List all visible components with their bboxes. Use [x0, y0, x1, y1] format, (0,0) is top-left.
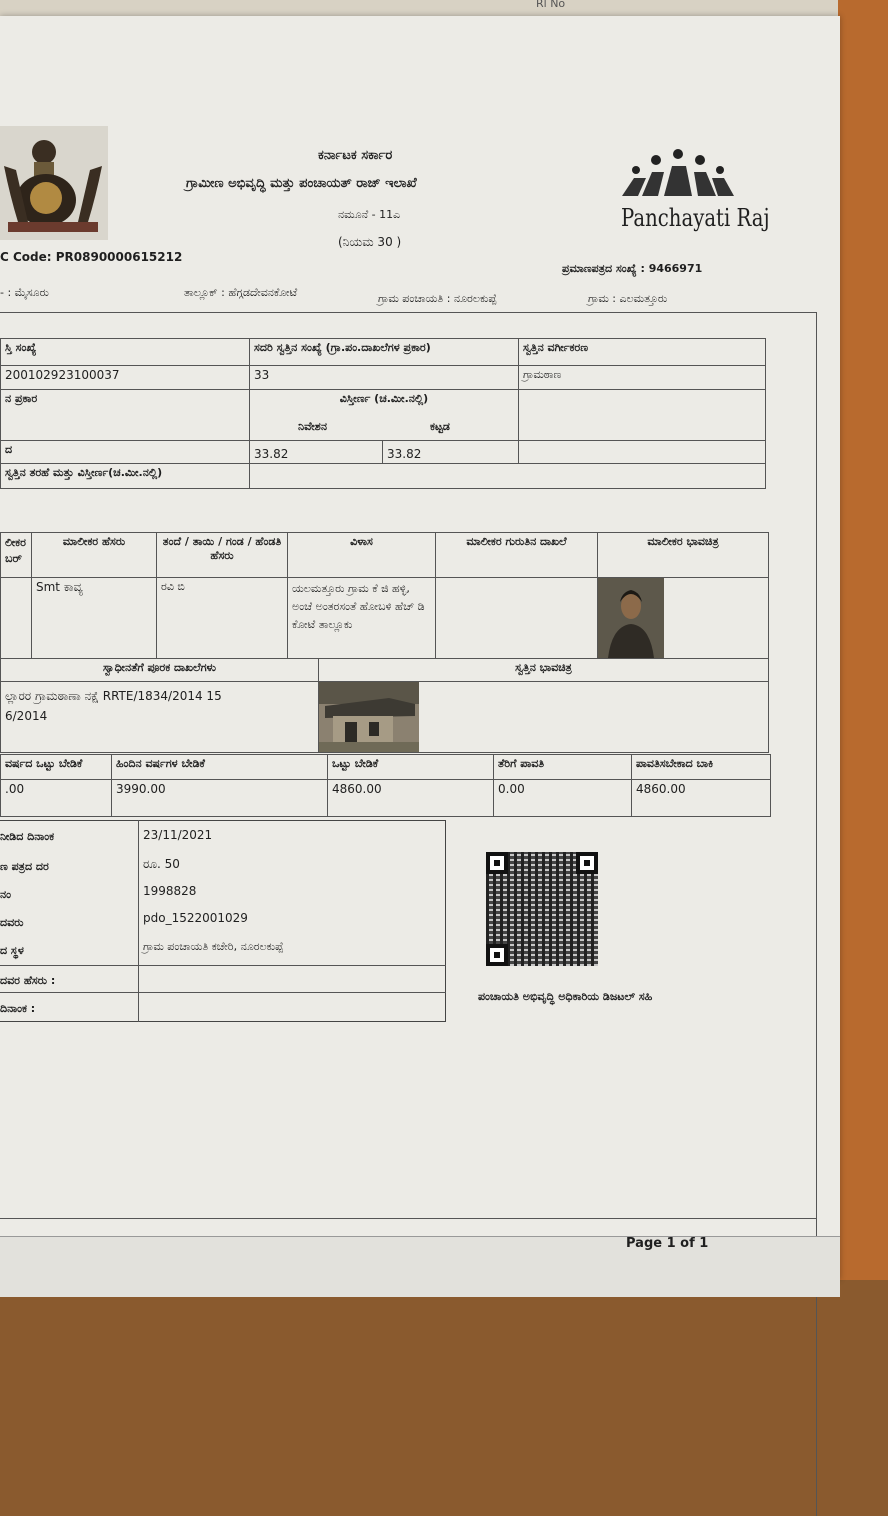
supporting-docs-line2: 6/2014 [5, 709, 48, 723]
page-footer-area [0, 1236, 840, 1297]
qr-finder-pattern [576, 852, 598, 874]
department-title: ಗ್ರಾಮೀಣ ಅಭಿವೃದ್ಧಿ ಮತ್ತು ಪಂಚಾಯತ್ ರಾಜ್ ಇಲಾಖೆ [186, 176, 417, 191]
frame-right-line [816, 312, 817, 1516]
building-area-value: 33.82 [382, 440, 519, 464]
owner-photo-cell [597, 577, 769, 659]
blank-cell [518, 440, 766, 464]
description-header: ಸ್ವತ್ತಿನ ತರಹೆ ಮತ್ತು ವಿಸ್ತೀರ್ಣ(ಚ.ಮೀ.ನಲ್ಲಿ) [0, 463, 250, 489]
total-demand-header: ಒಟ್ಟು ಬೇಡಿಕೆ [327, 754, 494, 780]
issue-label-4: ದ ಸ್ಥಳ [0, 944, 24, 957]
qr-finder-pattern [486, 852, 508, 874]
issue-value-2: 1998828 [143, 884, 197, 898]
area-header-cell [249, 389, 519, 441]
blank-cell [518, 389, 766, 441]
issue-label-0: ನೀಡಿದ ದಿನಾಂಕ [0, 830, 55, 843]
red-rule-lines [590, 0, 750, 9]
area-row-header: ದ [0, 440, 250, 464]
old-number-value: 33 [249, 365, 519, 390]
orange-folder-edge [838, 0, 888, 1280]
village-label: ಗ್ರಾಮ : ಎಲಮತ್ತೂರು [588, 292, 668, 305]
owner-number-value [0, 577, 32, 659]
issue-label-6: ದಿನಾಂಕ : [0, 1002, 36, 1015]
district-label: - : ಮೈಸೂರು [0, 286, 49, 299]
supporting-docs-value [0, 681, 319, 753]
classification-value: ಗ್ರಾಮಠಾಣ [518, 365, 766, 390]
government-title: ಕರ್ನಾಟಕ ಸರ್ಕಾರ [318, 148, 393, 163]
site-area-value: 33.82 [249, 440, 383, 464]
address-value: ಯಲಮತ್ತೂರು ಗ್ರಾಮ ಕೆ ಜಿ ಹಳ್ಳಿ, ಅಂಚೆ ಅಂತರಸಂತೆ ಹೋಬಳಿ ಹೆಚ್ ಡಿ ಕೋಟೆ ತಾಲ್ಲೂಕು [287, 577, 436, 659]
issue-label-5: ದವರ ಹೆಸರು : [0, 974, 56, 987]
site-header: ನಿವೇಶನ [298, 420, 327, 433]
issue-label-3: ದವರು [0, 916, 24, 929]
karnataka-emblem-icon [0, 126, 108, 240]
address-header: ವಿಳಾಸ [287, 532, 436, 578]
previous-demand-header: ಹಿಂದಿನ ವರ್ಷಗಳ ಬೇಡಿಕೆ [111, 754, 328, 780]
rule-number: (ನಿಯಮ 30 ) [338, 235, 402, 249]
issue-row-line [0, 992, 446, 993]
id-proof-value [435, 577, 598, 659]
property-photo-header: ಸ್ವತ್ತಿನ ಭಾವಚಿತ್ರ [318, 658, 769, 682]
issue-label-2: ನಂ [0, 888, 11, 901]
panchayat-label: ಗ್ರಾಮ ಪಂಚಾಯತಿ : ನೂರಲಕುಪ್ಪೆ [378, 292, 497, 305]
description-value [249, 463, 766, 489]
tax-paid-value: 0.00 [493, 779, 632, 817]
issue-label-1: ಣ ಪತ್ರದ ದರ [0, 860, 49, 873]
issue-value-1: ರೂ. 50 [143, 857, 180, 871]
qr-code [486, 852, 598, 966]
panchayati-raj-logo-text: Panchayati Raj [621, 204, 770, 232]
owner-name-value: Smt ಕಾವ್ಯ [31, 577, 157, 659]
parent-name-header: ತಂದೆ / ತಾಯಿ / ಗಂಡ / ಹೆಂಡತಿ ಹೆಸರು [156, 532, 288, 578]
parent-name-value: ರವಿ ಬಿ [156, 577, 288, 659]
id-proof-header: ಮಾಲೀಕರ ಗುರುತಿನ ದಾಖಲೆ [435, 532, 598, 578]
document-page [0, 16, 840, 1280]
owner-name-header: ಮಾಲೀಕರ ಹೆಸರು [31, 532, 157, 578]
old-number-header: ಸದರಿ ಸ್ವತ್ತಿನ ಸಂಖ್ಯೆ (ಗ್ರಾ.ಪಂ.ದಾಖಲೆಗಳ ಪ್ರಕಾರ) [249, 338, 519, 366]
property-type-header: ನ ಪ್ರಕಾರ [0, 389, 250, 441]
classification-header: ಸ್ವತ್ತಿನ ವರ್ಗೀಕರಣ [518, 338, 766, 366]
panchayati-raj-logo-icon [616, 148, 756, 200]
balance-due-value: 4860.00 [631, 779, 771, 817]
building-header: ಕಟ್ಟಡ [430, 420, 450, 433]
certificate-number: ಪ್ರಮಾಣಪತ್ರದ ಸಂಖ್ಯೆ : 9466971 [562, 262, 703, 275]
owner-photo-header: ಮಾಲೀಕರ ಭಾವಚಿತ್ರ [597, 532, 769, 578]
issue-value-4: ಗ್ರಾಮ ಪಂಚಾಯತಿ ಕಚೇರಿ, ನೂರಲಕುಪ್ಪೆ [143, 940, 284, 953]
current-demand-value: .00 [0, 779, 112, 817]
qr-finder-pattern [486, 944, 508, 966]
tax-paid-header: ತೆರಿಗೆ ಪಾವತಿ [493, 754, 632, 780]
form-code: C Code: PR0890000615212 [0, 250, 183, 264]
supporting-docs-header: ಸ್ವಾಧೀನತೆಗೆ ಪೂರಕ ದಾಖಲೆಗಳು [0, 658, 319, 682]
frame-top-line [0, 312, 816, 313]
property-id-header: ಸ್ತಿ ಸಂಖ್ಯೆ [0, 338, 250, 366]
current-demand-header: ವರ್ಷದ ಒಟ್ಟು ಬೇಡಿಕೆ [0, 754, 112, 780]
owner-photo [598, 578, 664, 658]
issue-value-0: 23/11/2021 [143, 828, 213, 842]
property-photo-cell [318, 681, 769, 753]
page-number: Page 1 of 1 [626, 1236, 709, 1251]
digital-signature-label: ಪಂಚಾಯತಿ ಅಭಿವೃದ್ಧಿ ಅಧಿಕಾರಿಯ ಡಿಜಟಲ್ ಸಹಿ [478, 990, 653, 1003]
frame-bottom-line [0, 1218, 816, 1219]
rn-label: Rl No [536, 0, 566, 10]
area-header: ವಿಸ್ತೀರ್ಣ (ಚ.ಮೀ.ನಲ್ಲಿ) [339, 392, 429, 405]
total-demand-value: 4860.00 [327, 779, 494, 817]
balance-due-header: ಪಾವತಿಸಬೇಕಾದ ಬಾಕಿ [631, 754, 771, 780]
property-id-value: 200102923100037 [0, 365, 250, 390]
supporting-docs-line1: ಲ್ಲಾರರ ಗ್ರಾಮಠಾಣಾ ನಕ್ಷೆ RRTE/1834/2014 15 [5, 689, 222, 703]
property-photo [319, 682, 419, 752]
previous-demand-value: 3990.00 [111, 779, 328, 817]
form-number: ನಮೂನೆ - 11ಎ [338, 208, 401, 221]
taluk-label: ತಾಲ್ಲೂಕ್ : ಹೆಗ್ಗಡದೇವನಕೋಟೆ [184, 286, 298, 299]
issue-row-line [0, 965, 446, 966]
owner-number-header: ಲೀಕರ ಬರ್ [0, 532, 32, 578]
issue-value-3: pdo_1522001029 [143, 911, 248, 925]
